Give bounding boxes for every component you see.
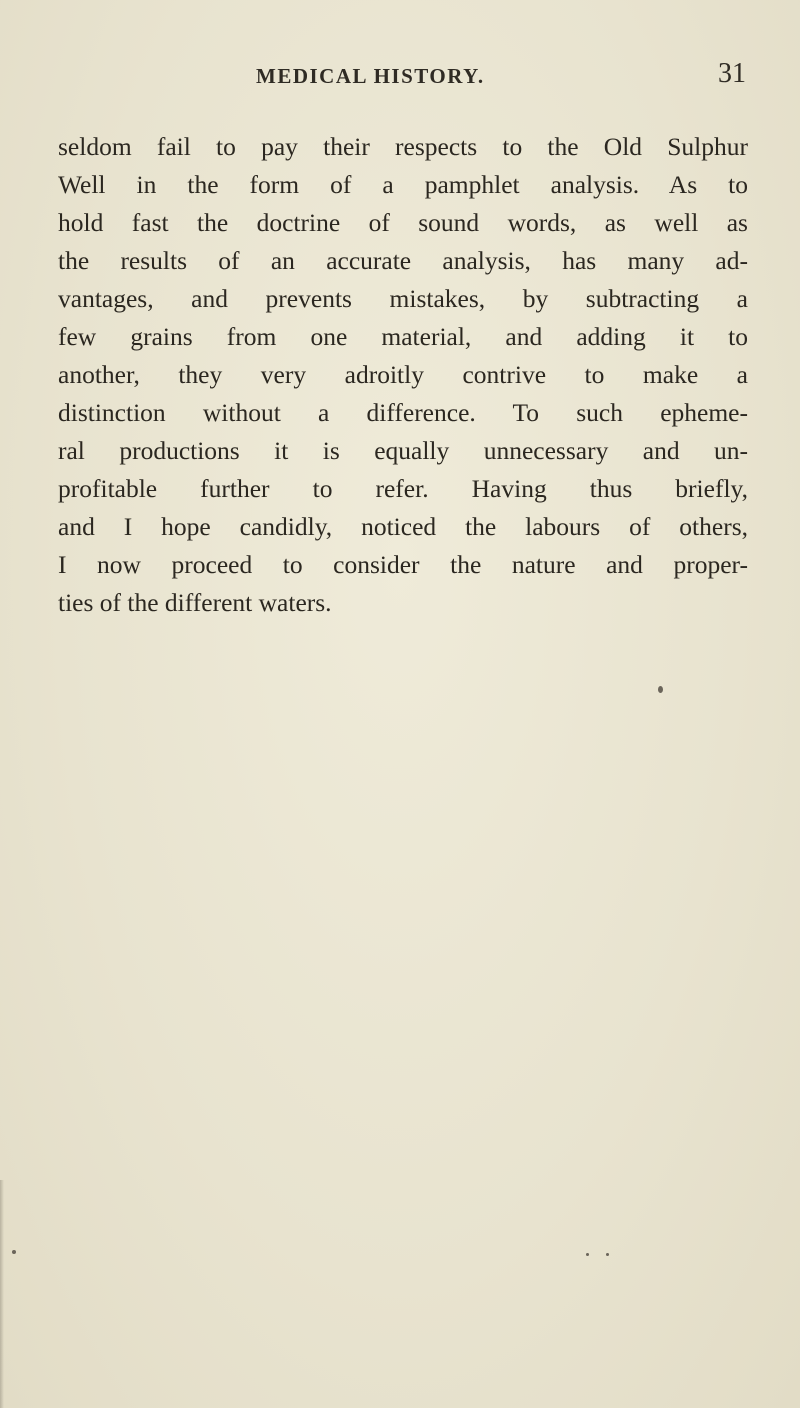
text-line: profitable further to refer. Having thus briefly, (58, 474, 748, 503)
text-line: vantages, and prevents mistakes, by subtracting a (58, 284, 748, 313)
paper-speck (12, 1250, 16, 1254)
text-line: ral productions it is equally unnecessary and un- (58, 436, 748, 465)
text-line: I now proceed to consider the nature and proper- (58, 550, 748, 579)
running-head (0, 58, 800, 98)
paper-speck (658, 686, 663, 693)
page-edge-shadow (0, 1180, 4, 1408)
page-number: 31 (718, 58, 746, 89)
text-line: distinction without a difference. To such epheme- (58, 398, 748, 427)
text-line: the results of an accurate analysis, has many ad- (58, 246, 748, 275)
paper-speck (606, 1253, 609, 1256)
text-line: seldom fail to pay their respects to the Old Sulphur (58, 132, 748, 161)
text-line: another, they very adroitly contrive to make a (58, 360, 748, 389)
text-line: few grains from one material, and adding it to (58, 322, 748, 351)
text-line: and I hope candidly, noticed the labours of others, (58, 512, 748, 541)
running-title: MEDICAL HISTORY. (256, 64, 485, 88)
text-line: ties of the different waters. (58, 588, 332, 617)
paper-speck (586, 1253, 589, 1256)
text-line: Well in the form of a pamphlet analysis. As to (58, 170, 748, 199)
text-line: hold fast the doctrine of sound words, as well as (58, 208, 748, 237)
body-paragraph (58, 128, 748, 622)
